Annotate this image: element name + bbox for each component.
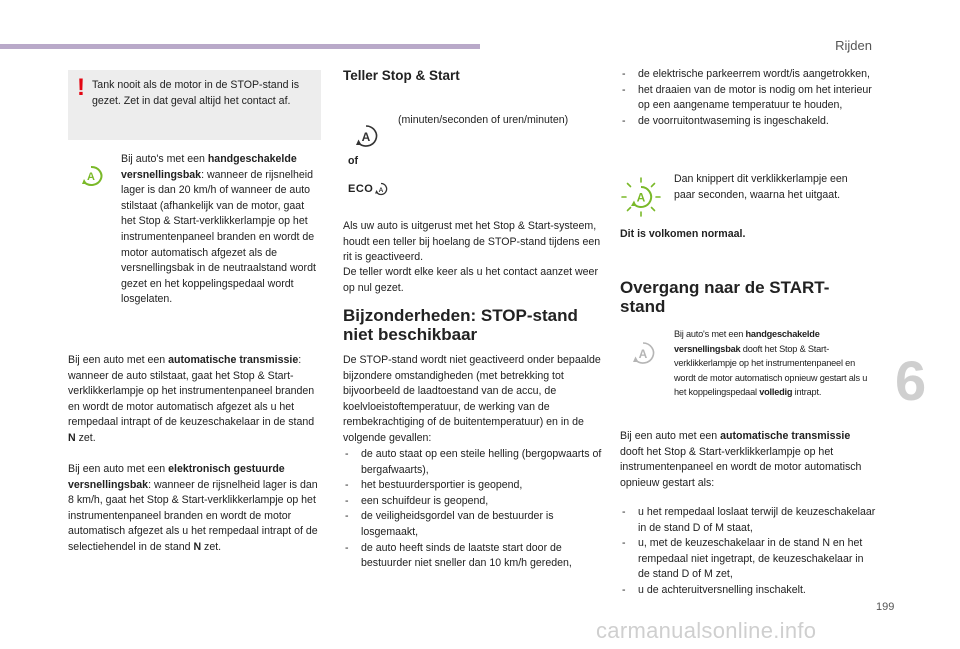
auto-stop-gray-icon xyxy=(630,341,656,365)
eco-indicator xyxy=(348,182,388,196)
list-item: - u het rempedaal loslaat terwijl de keuzeschakelaar in de stand D of M staat, xyxy=(620,505,876,536)
svg-text:A: A xyxy=(361,130,371,144)
list-item: - u, met de keuzeschakelaar in de stand N en het rempedaal niet ingetrapt, de keuzeschakelaar in de stand D of M zet, xyxy=(620,536,876,583)
start-conditions-list xyxy=(620,505,876,599)
svg-text:A: A xyxy=(378,187,384,194)
or-label: of xyxy=(348,155,358,167)
svg-text:A: A xyxy=(636,190,646,205)
special-cases-intro: De STOP-stand wordt niet geactiveerd onder bepaalde bijzondere omstandigheden (met betrekking tot bijvoorbeeld de laadtoestand van de accu, de koelvloeistoftemperatuur, de werking van de rembekrachtiging of de buitentemperatuur) en in de volgende gevallen: xyxy=(343,354,601,444)
electronic-gearbox-paragraph: Bij een auto met een elektronisch gestuurde versnellingsbak: wanneer de rijsnelheid lager is dan 8 km/h, gaat het Stop & Start-verklikkerlampje op het instrumentenpaneel branden en wordt de motor automatisch afgezet als u het rempedaal intrapt of de selectiehendel in de stand N zet. xyxy=(68,463,318,553)
counter-paragraph-2: De teller wordt elke keer als u het contact aanzet weer op nul gezet. xyxy=(343,266,598,294)
auto-stop-green-icon xyxy=(79,165,103,187)
list-item: - de auto staat op een steile helling (bergopwaarts of bergafwaarts), xyxy=(343,447,605,478)
blinking-auto-stop-icon xyxy=(620,176,662,218)
start-mode-heading: Overgang naar de START-stand xyxy=(620,278,830,316)
special-cases-list xyxy=(343,447,605,572)
page-number: 199 xyxy=(876,601,895,613)
svg-text:A: A xyxy=(638,347,648,361)
list-item: - de auto heeft sinds de laatste start door de bestuurder niet sneller dan 10 km/h gereden, xyxy=(343,541,605,572)
svg-text:A: A xyxy=(87,171,95,183)
chapter-number: 6 xyxy=(895,349,927,412)
eco-a-icon xyxy=(374,182,388,196)
blink-text: Dan knippert dit verklikkerlampje een paar seconden, waarna het uitgaat. xyxy=(674,173,848,201)
list-item: - de elektrische parkeerrem wordt/is aangetrokken, xyxy=(620,67,876,83)
automatic-transmission-paragraph: Bij een auto met een automatische transmissie: wanneer de auto stilstaat, gaat het Stop & Start-verklikkerlampje op het instrumentenpaneel branden en wordt de motor automatisch afgezet als u het rempedaal intrapt of de keuzeschakelaar in de stand N zet. xyxy=(68,354,315,444)
special-cases-heading: Bijzonderheden: STOP-stand niet beschikbaar xyxy=(343,306,578,344)
list-item: - het draaien van de motor is nodig om het interieur op een aangename temperatuur te houden, xyxy=(620,83,876,114)
auto-stop-icon xyxy=(353,124,379,148)
list-item: - de voorruitontwaseming is ingeschakeld. xyxy=(620,114,876,130)
section-title: Rijden xyxy=(835,38,872,53)
warning-icon: ! xyxy=(77,74,85,101)
counter-paragraph-1: Als uw auto is uitgerust met het Stop & Start-systeem, houdt een teller bij hoelang de STOP-stand tijdens een rit is geactiveerd. xyxy=(343,220,601,264)
normal-text: Dit is volkomen normaal. xyxy=(620,228,746,240)
warning-text: Tank nooit als de motor in de STOP-stand is gezet. Zet in dat geval altijd het contact af. xyxy=(92,79,300,107)
list-item: - u de achteruitversnelling inschakelt. xyxy=(620,583,876,599)
eco-label: ECO xyxy=(348,183,374,195)
special-cases-list-continued xyxy=(620,67,876,129)
list-item: - een schuifdeur is geopend, xyxy=(343,494,605,510)
start-manual-paragraph: Bij auto's met een handgeschakelde versnellingsbak dooft het Stop & Start-verklikkerlampje op het instrumentenpaneel en wordt de motor automatisch opnieuw gestart als u het koppelingspedaal volledig intrapt. xyxy=(674,329,868,397)
list-item: - het bestuurdersportier is geopend, xyxy=(343,478,605,494)
counter-heading: Teller Stop & Start xyxy=(343,68,460,83)
manual-gearbox-paragraph: Bij auto's met een handgeschakelde versnellingsbak: wanneer de rijsnelheid lager is dan 20 km/h of wanneer de auto stilstaat (afhankelijk van de motor, gaat het Stop & Start-verklikkerlampje op het instrumentenpaneel branden en wordt de motor automatisch afgezet als de versnellingsbak in de neutraalstand wordt gezet en het koppelingspedaal wordt losgelaten. xyxy=(121,153,316,306)
watermark: carmanualsonline.info xyxy=(596,618,817,643)
list-item: - de veiligheidsgordel van de bestuurder is losgemaakt, xyxy=(343,509,605,540)
start-automatic-paragraph: Bij een auto met een automatische transmissie dooft het Stop & Start-verklikkerlampje op het instrumentenpaneel en wordt de motor automatisch opnieuw gestart als: xyxy=(620,430,862,489)
counter-unit-text: (minuten/seconden of uren/minuten) xyxy=(398,114,569,126)
header-bar xyxy=(0,44,480,49)
